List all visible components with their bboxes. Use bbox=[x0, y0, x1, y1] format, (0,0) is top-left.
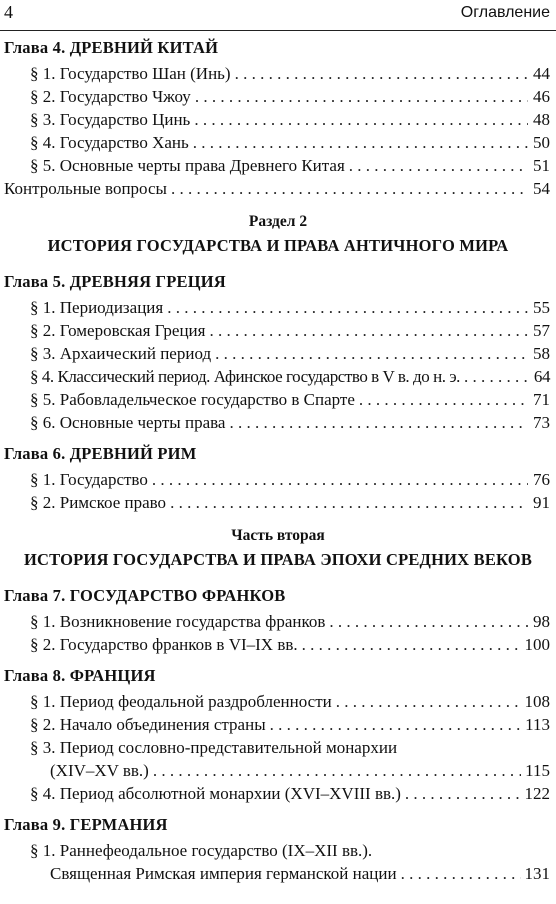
toc-entry-page: 98 bbox=[533, 612, 550, 631]
toc-entry-page: 50 bbox=[533, 133, 550, 152]
section-title: ИСТОРИЯ ГОСУДАРСТВА И ПРАВА АНТИЧНОГО МИРА bbox=[47, 236, 509, 255]
dot-leader bbox=[359, 388, 528, 411]
part-label: Часть вторая bbox=[231, 527, 325, 544]
toc-entry[interactable] bbox=[30, 108, 550, 131]
section-heading bbox=[0, 210, 556, 258]
toc-entry-text: § 3. Период сословно-представительной монархии bbox=[30, 738, 398, 757]
toc-entry[interactable] bbox=[30, 610, 550, 633]
toc-entry[interactable] bbox=[30, 690, 550, 713]
dot-leader bbox=[229, 411, 528, 434]
toc-entry[interactable] bbox=[30, 154, 550, 177]
dot-leader bbox=[209, 319, 528, 342]
chapter-7-title: Глава 7. ГОСУДАРСТВО ФРАНКОВ bbox=[4, 586, 286, 605]
dot-leader bbox=[153, 759, 521, 782]
toc-entry[interactable] bbox=[30, 365, 550, 388]
part-heading bbox=[0, 524, 556, 572]
toc-entry-text: § 1. Периодизация bbox=[30, 298, 164, 317]
dot-leader bbox=[464, 365, 528, 388]
toc-entry-page: 131 bbox=[524, 864, 550, 883]
toc-entry-text: § 1. Возникновение государства франков bbox=[30, 612, 326, 631]
toc-entry[interactable] bbox=[30, 342, 550, 365]
dot-leader bbox=[349, 154, 528, 177]
toc-entry-review-questions[interactable] bbox=[4, 177, 550, 200]
toc-entry-text: § 1. Государство bbox=[30, 470, 148, 489]
toc-entry-continuation[interactable] bbox=[50, 759, 550, 782]
dot-leader bbox=[302, 633, 521, 656]
dot-leader bbox=[235, 62, 528, 85]
toc-entry-page: 54 bbox=[533, 179, 550, 198]
toc-entry-text: § 2. Начало объединения страны bbox=[30, 715, 266, 734]
toc-entry-page: 113 bbox=[525, 715, 550, 734]
toc-entry[interactable] bbox=[30, 85, 550, 108]
toc-entry-text: § 5. Основные черты права Древнего Китая bbox=[30, 156, 345, 175]
toc-entry-text: § 6. Основные черты права bbox=[30, 413, 226, 432]
toc-entry-text: § 4. Период абсолютной монархии (XVI–XVIII вв.) bbox=[30, 784, 401, 803]
toc-entry[interactable] bbox=[30, 782, 550, 805]
dot-leader bbox=[336, 690, 521, 713]
toc-entry-page: 46 bbox=[533, 87, 550, 106]
toc-entry-page: 57 bbox=[533, 321, 550, 340]
part-title: ИСТОРИЯ ГОСУДАРСТВА И ПРАВА ЭПОХИ СРЕДНИХ ВЕКОВ bbox=[23, 550, 533, 569]
toc-entry[interactable] bbox=[30, 713, 550, 736]
dot-leader bbox=[195, 85, 528, 108]
dot-leader bbox=[270, 713, 522, 736]
toc-entry-page: 58 bbox=[533, 344, 550, 363]
toc-entry-page: 55 bbox=[533, 298, 550, 317]
toc-entry-text: (XIV–XV вв.) bbox=[50, 761, 149, 780]
toc-entry-page: 91 bbox=[533, 493, 550, 512]
toc-entry-text: § 1. Государство Шан (Инь) bbox=[30, 64, 231, 83]
dot-leader bbox=[215, 342, 528, 365]
toc-entry-text: § 5. Рабовладельческое государство в Спарте bbox=[30, 390, 355, 409]
toc-entry-text: Контрольные вопросы bbox=[4, 179, 167, 198]
toc-entry[interactable] bbox=[30, 491, 550, 514]
dot-leader bbox=[167, 296, 528, 319]
toc-entry[interactable] bbox=[30, 388, 550, 411]
chapter-4-title: Глава 4. ДРЕВНИЙ КИТАЙ bbox=[4, 38, 219, 57]
chapter-8-title: Глава 8. ФРАНЦИЯ bbox=[4, 666, 156, 685]
toc-entry-page: 71 bbox=[533, 390, 550, 409]
toc-entry-page: 44 bbox=[533, 64, 550, 83]
toc-entry-continuation[interactable] bbox=[50, 862, 550, 885]
chapter-5-title: Глава 5. ДРЕВНЯЯ ГРЕЦИЯ bbox=[4, 272, 226, 291]
toc-entry[interactable] bbox=[30, 296, 550, 319]
page-number: 4 bbox=[4, 2, 13, 22]
toc-entry-page: 73 bbox=[533, 413, 550, 432]
dot-leader bbox=[193, 131, 528, 154]
toc-entry-text: § 2. Римское право bbox=[30, 493, 167, 512]
toc-entry-text: § 1. Период феодальной раздробленности bbox=[30, 692, 332, 711]
toc-entry[interactable] bbox=[30, 468, 550, 491]
toc-entry[interactable] bbox=[30, 62, 550, 85]
toc-entry[interactable] bbox=[30, 319, 550, 342]
table-of-contents bbox=[0, 34, 556, 885]
toc-entry-text: § 2. Гомеровская Греция bbox=[30, 321, 206, 340]
dot-leader bbox=[170, 491, 528, 514]
toc-entry[interactable] bbox=[30, 633, 550, 656]
toc-entry-text: § 3. Архаический период bbox=[30, 344, 212, 363]
toc-entry-text: § 4. Государство Хань bbox=[30, 133, 189, 152]
toc-entry-first-line[interactable] bbox=[30, 839, 550, 862]
running-title: Оглавление bbox=[460, 4, 550, 21]
toc-entry-page: 115 bbox=[525, 761, 550, 780]
toc-entry-page: 76 bbox=[533, 470, 550, 489]
toc-entry-first-line[interactable] bbox=[30, 736, 550, 759]
toc-entry-page: 48 bbox=[533, 110, 550, 129]
toc-entry-text: § 2. Государство франков в VI–IX вв. bbox=[30, 635, 298, 654]
toc-entry-page: 100 bbox=[524, 635, 550, 654]
toc-entry-text: § 1. Раннефеодальное государство (IX–XII вв.). bbox=[30, 841, 373, 860]
toc-entry-text: § 3. Государство Цинь bbox=[30, 110, 191, 129]
toc-entry-text: § 2. Государство Чжоу bbox=[30, 87, 191, 106]
dot-leader bbox=[329, 610, 528, 633]
dot-leader bbox=[152, 468, 528, 491]
toc-entry-page: 122 bbox=[524, 784, 550, 803]
toc-entry[interactable] bbox=[30, 131, 550, 154]
dot-leader bbox=[171, 177, 528, 200]
toc-entry[interactable] bbox=[30, 411, 550, 434]
toc-entry-page: 64 bbox=[533, 367, 550, 386]
chapter-9-title: Глава 9. ГЕРМАНИЯ bbox=[4, 815, 168, 834]
toc-entry-text: Священная Римская империя германской нации bbox=[50, 864, 397, 883]
dot-leader bbox=[405, 782, 521, 805]
toc-entry-page: 108 bbox=[524, 692, 550, 711]
toc-entry-text: § 4. Классический период. Афинское государство в V в. до н. э. bbox=[30, 367, 460, 386]
dot-leader bbox=[401, 862, 521, 885]
toc-entry-page: 51 bbox=[533, 156, 550, 175]
chapter-6-title: Глава 6. ДРЕВНИЙ РИМ bbox=[4, 444, 197, 463]
dot-leader bbox=[194, 108, 528, 131]
page-header bbox=[0, 0, 556, 31]
section-label: Раздел 2 bbox=[248, 213, 308, 230]
